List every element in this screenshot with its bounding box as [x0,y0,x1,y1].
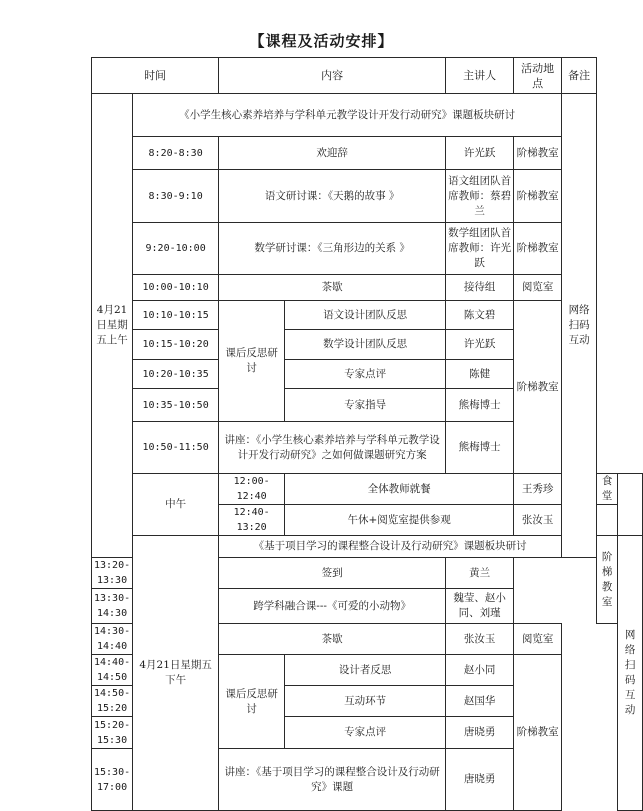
morning-note: 网络扫码互动 [562,94,597,558]
table-row [92,170,643,223]
speaker-cell: 王秀珍 [514,474,562,505]
speaker-cell: 张汝玉 [446,624,514,655]
time-cell: 8:20-8:30 [133,137,219,170]
afternoon-reflection-label: 课后反思研讨 [219,655,285,749]
content-cell: 语文设计团队反思 [285,301,446,330]
speaker-cell: 陈健 [446,360,514,389]
content-cell: 茶歇 [219,275,446,301]
content-cell: 语文研讨课：《天鹅的故事 》 [219,170,446,223]
header-row [92,58,643,94]
content-cell: 设计者反思 [285,655,446,686]
time-cell: 8:30-9:10 [133,170,219,223]
noon-note [618,474,643,536]
table-row [92,275,643,301]
morning-date-cell: 4月21日星期五上午 [92,94,133,558]
afternoon-last-location: 阶梯教室 [514,655,562,811]
location-cell: 阶梯教室 [514,170,562,223]
speaker-cell: 许光跃 [446,330,514,360]
time-cell: 10:20-10:35 [133,360,219,389]
afternoon-topic: 《基于项目学习的课程整合设计及行动研究》课题板块研讨 [219,536,562,558]
speaker-cell: 魏莹、赵小同、刘瑾 [446,589,514,624]
schedule-table [91,57,643,811]
location-cell: 阅览室 [514,624,562,655]
content-cell: 讲座：《基于项目学习的课程整合设计及行动研究》课题 [219,749,446,811]
time-cell: 12:00-12:40 [219,474,285,505]
header-time: 时间 [92,58,219,94]
speaker-cell: 熊梅博士 [446,389,514,422]
content-cell: 互动环节 [285,686,446,717]
noon-label: 中午 [133,474,219,536]
afternoon-date-cell: 4月21日星期五下午 [133,536,219,811]
content-cell: 午休+阅览室提供参观 [285,505,514,536]
content-cell: 数学研讨课：《三角形边的关系 》 [219,223,446,275]
speaker-cell: 唐晓勇 [446,749,514,811]
table-row [92,301,643,330]
location-cell: 阶梯教室 [514,223,562,275]
table-row [92,137,643,170]
time-cell: 12:40-13:20 [219,505,285,536]
speaker-cell: 许光跃 [446,137,514,170]
speaker-cell: 黄兰 [446,558,514,589]
content-cell: 讲座：《小学生核心素养培养与学科单元教学设计开发行动研究》之如何做课题研究方案 [219,422,446,474]
morning-topic: 《小学生核心素养培养与学科单元教学设计开发行动研究》课题板块研讨 [133,94,562,137]
morning-reflection-label: 课后反思研讨 [219,301,285,422]
content-cell: 全体教师就餐 [285,474,514,505]
time-cell: 10:15-10:20 [133,330,219,360]
speaker-cell: 张汝玉 [514,505,562,536]
location-cell [597,505,618,536]
time-cell: 10:35-10:50 [133,389,219,422]
header-location: 活动地点 [514,58,562,94]
content-cell: 数学设计团队反思 [285,330,446,360]
afternoon-note: 网络扫码互动 [618,536,643,811]
speaker-cell: 陈文碧 [446,301,514,330]
time-cell: 9:20-10:00 [133,223,219,275]
time-cell: 13:20-13:30 [92,558,133,589]
time-cell: 14:30-14:40 [92,624,133,655]
speaker-cell: 语文组团队首席教师：蔡碧兰 [446,170,514,223]
speaker-cell: 熊梅博士 [446,422,514,474]
page-title: 【课程及活动安排】 [249,32,394,50]
content-cell: 签到 [219,558,446,589]
time-cell: 10:50-11:50 [133,422,219,474]
content-cell: 专家点评 [285,360,446,389]
time-cell: 13:30-14:30 [92,589,133,624]
location-cell: 食堂 [597,474,618,505]
content-cell: 茶歇 [219,624,446,655]
speaker-cell: 数学组团队首席教师：许光跃 [446,223,514,275]
location-cell: 阅览室 [514,275,562,301]
time-cell: 14:40-14:50 [92,655,133,686]
speaker-cell: 赵小同 [446,655,514,686]
header-speaker: 主讲人 [446,58,514,94]
table-row [92,474,643,505]
table-row [92,223,643,275]
location-cell: 阶梯教室 [514,137,562,170]
time-cell: 15:20-15:30 [92,717,133,749]
speaker-cell: 接待组 [446,275,514,301]
table-row [92,536,643,558]
time-cell: 10:00-10:10 [133,275,219,301]
afternoon-first-location: 阶梯教室 [597,536,618,624]
content-cell: 跨学科融合课---《可爱的小动物》 [219,589,446,624]
table-row [92,94,643,137]
content-cell: 欢迎辞 [219,137,446,170]
content-cell: 专家点评 [285,717,446,749]
header-content: 内容 [219,58,446,94]
speaker-cell: 唐晓勇 [446,717,514,749]
morning-reflection-location: 阶梯教室 [514,301,562,474]
time-cell: 15:30-17:00 [92,749,133,811]
header-note: 备注 [562,58,597,94]
time-cell: 10:10-10:15 [133,301,219,330]
content-cell: 专家指导 [285,389,446,422]
time-cell: 14:50-15:20 [92,686,133,717]
speaker-cell: 赵国华 [446,686,514,717]
